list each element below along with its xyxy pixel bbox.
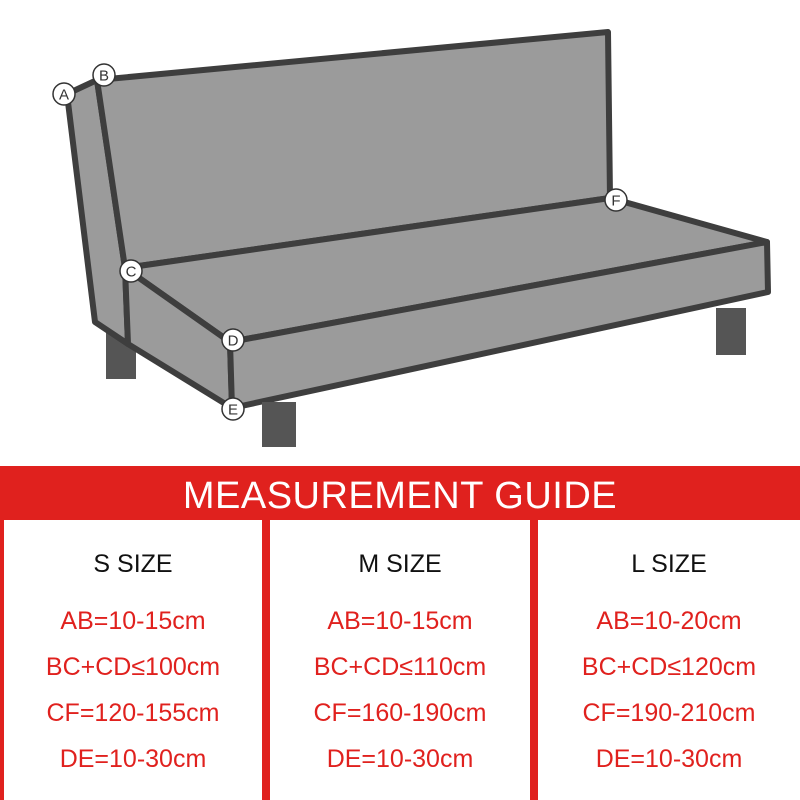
spec-bc-cd: BC+CD≤110cm xyxy=(313,653,487,681)
marker-e xyxy=(222,398,244,420)
spec-ab: AB=10-20cm xyxy=(596,607,742,635)
sofa-leg-back-right xyxy=(716,308,746,355)
spec-cf: CF=120-155cm xyxy=(46,699,220,727)
marker-a xyxy=(53,83,75,105)
marker-c xyxy=(120,260,142,282)
svg-text:F: F xyxy=(611,192,621,210)
marker-b xyxy=(93,64,115,86)
marker-d xyxy=(222,329,244,351)
size-column-m xyxy=(270,520,530,800)
marker-f xyxy=(605,189,627,211)
spec-ab: AB=10-15cm xyxy=(327,607,473,635)
svg-text:B: B xyxy=(98,67,110,85)
size-label-m: M SIZE xyxy=(358,550,442,578)
svg-text:C: C xyxy=(125,263,137,281)
spec-de: DE=10-30cm xyxy=(595,745,743,773)
sofa-leg-front-left xyxy=(262,402,296,447)
measurement-guide xyxy=(0,466,800,800)
size-column-s xyxy=(4,520,262,800)
size-label-s: S SIZE xyxy=(93,550,173,578)
size-label-l: L SIZE xyxy=(631,550,707,578)
spec-de: DE=10-30cm xyxy=(59,745,207,773)
spec-bc-cd: BC+CD≤100cm xyxy=(45,653,221,681)
spec-bc-cd: BC+CD≤120cm xyxy=(581,653,757,681)
spec-de: DE=10-30cm xyxy=(326,745,474,773)
spec-cf: CF=190-210cm xyxy=(582,699,756,727)
svg-text:A: A xyxy=(58,86,70,104)
spec-ab: AB=10-15cm xyxy=(60,607,206,635)
size-column-l xyxy=(538,520,800,800)
guide-title: MEASUREMENT GUIDE xyxy=(182,475,618,517)
svg-text:E: E xyxy=(227,401,239,419)
svg-text:D: D xyxy=(227,332,239,350)
spec-cf: CF=160-190cm xyxy=(313,699,487,727)
